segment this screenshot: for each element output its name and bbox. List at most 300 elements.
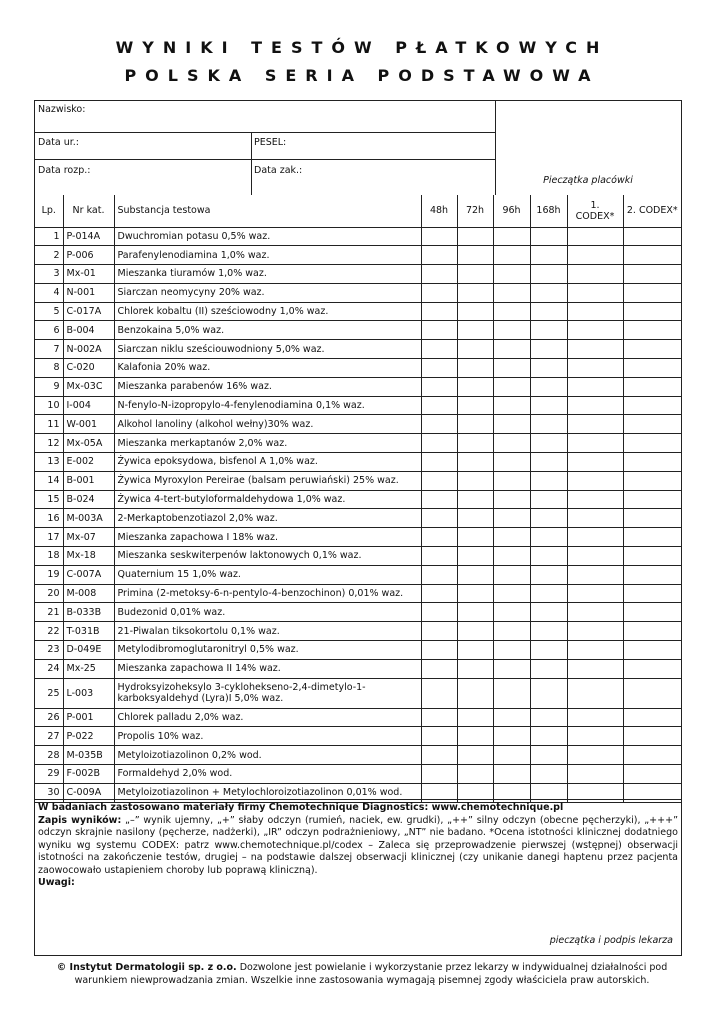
table-row — [35, 471, 681, 490]
result-72h-cell[interactable] — [457, 659, 493, 678]
result-96h-cell[interactable] — [493, 321, 530, 340]
result-72h-cell[interactable] — [457, 708, 493, 727]
result-168h-cell[interactable] — [530, 453, 567, 472]
row-number: 5 — [35, 302, 63, 321]
catalog-number: P-006 — [63, 246, 114, 265]
row-number: 10 — [35, 396, 63, 415]
result-72h-cell[interactable] — [457, 283, 493, 302]
row-number: 6 — [35, 321, 63, 340]
result-96h-cell[interactable] — [493, 727, 530, 746]
codex-2-cell[interactable] — [623, 528, 681, 547]
result-168h-cell[interactable] — [530, 746, 567, 765]
result-72h-cell[interactable] — [457, 302, 493, 321]
result-168h-cell[interactable] — [530, 765, 567, 784]
result-168h-cell[interactable] — [530, 727, 567, 746]
result-72h-cell[interactable] — [457, 547, 493, 566]
row-number: 14 — [35, 471, 63, 490]
catalog-number: P-001 — [63, 708, 114, 727]
row-number: 11 — [35, 415, 63, 434]
catalog-number: M-008 — [63, 584, 114, 603]
col-header-lp: Lp. — [35, 195, 63, 227]
result-96h-cell[interactable] — [493, 377, 530, 396]
catalog-number: E-002 — [63, 453, 114, 472]
result-48h-cell[interactable] — [421, 283, 457, 302]
catalog-number: B-033B — [63, 603, 114, 622]
codex-2-cell[interactable] — [623, 547, 681, 566]
table-row — [35, 321, 681, 340]
result-96h-cell[interactable] — [493, 359, 530, 378]
result-48h-cell[interactable] — [421, 471, 457, 490]
materials-note: W badaniach zastosowano materiały firmy Chemotechnique Diagnostics: www.chemotechnique.pl — [38, 802, 564, 813]
row-number: 30 — [35, 783, 63, 802]
catalog-number: D-049E — [63, 641, 114, 660]
result-72h-cell[interactable] — [457, 490, 493, 509]
result-96h-cell[interactable] — [493, 265, 530, 284]
catalog-number: I-004 — [63, 396, 114, 415]
substance-name: Budezonid 0,01% waz. — [114, 603, 421, 622]
substance-name: 2-Merkaptobenzotiazol 2,0% waz. — [114, 509, 421, 528]
result-72h-cell[interactable] — [457, 415, 493, 434]
result-48h-cell[interactable] — [421, 641, 457, 660]
result-168h-cell[interactable] — [530, 302, 567, 321]
substance-name: N-fenylo-N-izopropylo-4-fenylenodiamina 0,1% waz. — [114, 396, 421, 415]
codex-2-cell[interactable] — [623, 265, 681, 284]
result-48h-cell[interactable] — [421, 547, 457, 566]
result-72h-cell[interactable] — [457, 340, 493, 359]
row-number: 18 — [35, 547, 63, 566]
result-48h-cell[interactable] — [421, 490, 457, 509]
row-number: 12 — [35, 434, 63, 453]
result-96h-cell[interactable] — [493, 765, 530, 784]
result-168h-cell[interactable] — [530, 340, 567, 359]
table-row — [35, 396, 681, 415]
row-number: 13 — [35, 453, 63, 472]
result-72h-cell[interactable] — [457, 584, 493, 603]
result-168h-cell[interactable] — [530, 565, 567, 584]
codex-1-cell[interactable] — [567, 584, 623, 603]
catalog-number: N-001 — [63, 283, 114, 302]
codex-2-cell[interactable] — [623, 415, 681, 434]
codex-2-cell[interactable] — [623, 641, 681, 660]
result-168h-cell[interactable] — [530, 547, 567, 566]
notes-section — [35, 799, 681, 955]
table-row — [35, 727, 681, 746]
dob-field[interactable] — [35, 135, 251, 150]
row-number: 1 — [35, 227, 63, 246]
results-form — [34, 100, 682, 956]
patient-header — [35, 101, 681, 195]
substance-name: Primina (2-metoksy-6-n-pentylo-4-benzochinon) 0,01% waz. — [114, 584, 421, 603]
dob-label: Data ur.: — [38, 137, 79, 148]
result-72h-cell[interactable] — [457, 227, 493, 246]
end-date-field[interactable] — [251, 163, 495, 178]
codex-1-cell[interactable] — [567, 359, 623, 378]
result-72h-cell[interactable] — [457, 622, 493, 641]
pesel-label: PESEL: — [254, 137, 287, 148]
result-96h-cell[interactable] — [493, 490, 530, 509]
result-48h-cell[interactable] — [421, 708, 457, 727]
result-168h-cell[interactable] — [530, 434, 567, 453]
result-96h-cell[interactable] — [493, 434, 530, 453]
page-title: WYNIKI TESTÓW PŁATKOWYCH — [115, 38, 609, 57]
result-48h-cell[interactable] — [421, 434, 457, 453]
codex-1-cell[interactable] — [567, 641, 623, 660]
row-number: 16 — [35, 509, 63, 528]
codex-1-cell[interactable] — [567, 528, 623, 547]
result-168h-cell[interactable] — [530, 246, 567, 265]
facility-stamp-area — [495, 173, 681, 188]
catalog-number: P-022 — [63, 727, 114, 746]
table-row — [35, 246, 681, 265]
result-72h-cell[interactable] — [457, 565, 493, 584]
catalog-number: Mx-07 — [63, 528, 114, 547]
pesel-field[interactable] — [251, 135, 495, 150]
catalog-number: Mx-25 — [63, 659, 114, 678]
result-96h-cell[interactable] — [493, 283, 530, 302]
row-number: 8 — [35, 359, 63, 378]
surname-field[interactable] — [35, 102, 495, 117]
result-48h-cell[interactable] — [421, 415, 457, 434]
codex-2-cell[interactable] — [623, 509, 681, 528]
codex-1-cell[interactable] — [567, 302, 623, 321]
result-96h-cell[interactable] — [493, 708, 530, 727]
codex-2-cell[interactable] — [623, 584, 681, 603]
codex-1-cell[interactable] — [567, 283, 623, 302]
result-96h-cell[interactable] — [493, 340, 530, 359]
substance-name: Benzokaina 5,0% waz. — [114, 321, 421, 340]
result-96h-cell[interactable] — [493, 746, 530, 765]
codex-1-cell[interactable] — [567, 227, 623, 246]
codex-1-cell[interactable] — [567, 321, 623, 340]
codex-1-cell[interactable] — [567, 453, 623, 472]
substance-name: Chlorek palladu 2,0% waz. — [114, 708, 421, 727]
catalog-number: Mx-01 — [63, 265, 114, 284]
codex-2-cell[interactable] — [623, 678, 681, 708]
codex-1-cell[interactable] — [567, 415, 623, 434]
codex-1-cell[interactable] — [567, 434, 623, 453]
results-legend-text: „–” wynik ujemny, „+” słaby odczyn (rumień, naciek, ew. grudki), „++” silny odczyn (obecne pęcherzyki), „+++” odczyn skrajnie nasilony (pęcherze, nadżerki), „IR” odczyn podrażnieniowy, „NT” nie badano. *Ocena istotności klinicznej dodatniego wyniku wg systemu CODEX: patrz www.chemotechnique.pl/codex – Zaleca się przeprowadzenie pierwszej (wstępnej) obserwacji istotności na zakończenie testów, drugiej – na podstawie dalszej obserwacji klinicznej (czy unikanie danegi haptenu przez pacjenta zaowocowało ustapieniem choroby lub poprawą kliniczną). — [38, 814, 678, 876]
result-168h-cell[interactable] — [530, 415, 567, 434]
result-72h-cell[interactable] — [457, 434, 493, 453]
row-number: 2 — [35, 246, 63, 265]
result-48h-cell[interactable] — [421, 659, 457, 678]
codex-1-cell[interactable] — [567, 622, 623, 641]
result-96h-cell[interactable] — [493, 453, 530, 472]
result-96h-cell[interactable] — [493, 246, 530, 265]
substance-name: Siarczan neomycyny 20% waz. — [114, 283, 421, 302]
result-96h-cell[interactable] — [493, 641, 530, 660]
result-72h-cell[interactable] — [457, 321, 493, 340]
result-168h-cell[interactable] — [530, 283, 567, 302]
row-number: 9 — [35, 377, 63, 396]
codex-2-cell[interactable] — [623, 471, 681, 490]
catalog-number: Mx-18 — [63, 547, 114, 566]
codex-2-cell[interactable] — [623, 377, 681, 396]
codex-1-cell[interactable] — [567, 265, 623, 284]
page-subtitle: POLSKA SERIA PODSTAWOWA — [124, 66, 600, 85]
result-96h-cell[interactable] — [493, 565, 530, 584]
result-168h-cell[interactable] — [530, 396, 567, 415]
codex-2-cell[interactable] — [623, 302, 681, 321]
result-168h-cell[interactable] — [530, 265, 567, 284]
substance-name: Żywica epoksydowa, bisfenol A 1,0% waz. — [114, 453, 421, 472]
result-168h-cell[interactable] — [530, 321, 567, 340]
codex-1-cell[interactable] — [567, 246, 623, 265]
catalog-number: W-001 — [63, 415, 114, 434]
col-header-codex1: 1. CODEX* — [567, 195, 623, 227]
codex-1-cell[interactable] — [567, 490, 623, 509]
result-72h-cell[interactable] — [457, 528, 493, 547]
codex-1-cell[interactable] — [567, 396, 623, 415]
table-row — [35, 765, 681, 784]
result-72h-cell[interactable] — [457, 746, 493, 765]
codex-1-cell[interactable] — [567, 678, 623, 708]
result-48h-cell[interactable] — [421, 746, 457, 765]
table-row — [35, 377, 681, 396]
row-number: 23 — [35, 641, 63, 660]
row-number: 4 — [35, 283, 63, 302]
table-row — [35, 659, 681, 678]
substance-name: 21-Piwalan tiksokortolu 0,1% waz. — [114, 622, 421, 641]
row-number: 3 — [35, 265, 63, 284]
substance-name: Mieszanka merkaptanów 2,0% waz. — [114, 434, 421, 453]
row-number: 15 — [35, 490, 63, 509]
result-168h-cell[interactable] — [530, 377, 567, 396]
col-header-72h: 72h — [457, 195, 493, 227]
result-96h-cell[interactable] — [493, 302, 530, 321]
codex-2-cell[interactable] — [623, 396, 681, 415]
substance-name: Chlorek kobaltu (II) sześciowodny 1,0% waz. — [114, 302, 421, 321]
codex-1-cell[interactable] — [567, 708, 623, 727]
substance-name: Metylodibromoglutaronitryl 0,5% waz. — [114, 641, 421, 660]
result-168h-cell[interactable] — [530, 622, 567, 641]
codex-1-cell[interactable] — [567, 547, 623, 566]
codex-2-cell[interactable] — [623, 565, 681, 584]
codex-2-cell[interactable] — [623, 490, 681, 509]
end-date-label: Data zak.: — [254, 165, 303, 176]
result-168h-cell[interactable] — [530, 509, 567, 528]
catalog-number: F-002B — [63, 765, 114, 784]
row-number: 20 — [35, 584, 63, 603]
result-96h-cell[interactable] — [493, 659, 530, 678]
remarks-label: Uwagi: — [38, 877, 75, 888]
codex-1-cell[interactable] — [567, 765, 623, 784]
codex-1-cell[interactable] — [567, 603, 623, 622]
doctor-stamp-label: pieczątka i podpis lekarza — [549, 934, 673, 946]
result-48h-cell[interactable] — [421, 265, 457, 284]
codex-2-cell[interactable] — [623, 659, 681, 678]
result-96h-cell[interactable] — [493, 528, 530, 547]
result-48h-cell[interactable] — [421, 302, 457, 321]
copyright-owner: © Instytut Dermatologii sp. z o.o. — [56, 962, 237, 973]
result-96h-cell[interactable] — [493, 471, 530, 490]
catalog-number: C-009A — [63, 783, 114, 802]
result-48h-cell[interactable] — [421, 453, 457, 472]
table-header-row — [35, 195, 681, 227]
codex-2-cell[interactable] — [623, 765, 681, 784]
codex-2-cell[interactable] — [623, 727, 681, 746]
substance-name: Kalafonia 20% waz. — [114, 359, 421, 378]
catalog-number: C-017A — [63, 302, 114, 321]
table-row — [35, 547, 681, 566]
codex-2-cell[interactable] — [623, 227, 681, 246]
result-48h-cell[interactable] — [421, 340, 457, 359]
substance-name: Mieszanka zapachowa II 14% waz. — [114, 659, 421, 678]
result-48h-cell[interactable] — [421, 678, 457, 708]
result-48h-cell[interactable] — [421, 246, 457, 265]
catalog-number: Mx-03C — [63, 377, 114, 396]
result-96h-cell[interactable] — [493, 603, 530, 622]
result-96h-cell[interactable] — [493, 396, 530, 415]
result-48h-cell[interactable] — [421, 509, 457, 528]
table-row — [35, 302, 681, 321]
result-72h-cell[interactable] — [457, 509, 493, 528]
result-72h-cell[interactable] — [457, 265, 493, 284]
substance-name: Mieszanka parabenów 16% waz. — [114, 377, 421, 396]
catalog-number: T-031B — [63, 622, 114, 641]
result-168h-cell[interactable] — [530, 678, 567, 708]
result-96h-cell[interactable] — [493, 227, 530, 246]
table-row — [35, 622, 681, 641]
result-72h-cell[interactable] — [457, 396, 493, 415]
codex-1-cell[interactable] — [567, 377, 623, 396]
catalog-number: M-003A — [63, 509, 114, 528]
result-168h-cell[interactable] — [530, 603, 567, 622]
col-header-codex2: 2. CODEX* — [623, 195, 681, 227]
table-row — [35, 453, 681, 472]
codex-1-cell[interactable] — [567, 509, 623, 528]
codex-2-cell[interactable] — [623, 359, 681, 378]
result-72h-cell[interactable] — [457, 641, 493, 660]
catalog-number: B-004 — [63, 321, 114, 340]
results-table — [35, 195, 681, 803]
result-72h-cell[interactable] — [457, 453, 493, 472]
codex-2-cell[interactable] — [623, 283, 681, 302]
codex-2-cell[interactable] — [623, 321, 681, 340]
result-168h-cell[interactable] — [530, 708, 567, 727]
catalog-number: P-014A — [63, 227, 114, 246]
result-48h-cell[interactable] — [421, 622, 457, 641]
result-72h-cell[interactable] — [457, 471, 493, 490]
row-number: 28 — [35, 746, 63, 765]
copyright-text: Dozwolone jest powielanie i wykorzystanie przez lekarzy w indywidualnej działalności pod warunkiem niewprowadzania zmian. Wszelkie inne zastosowania wymagają pisemnej zgody właściciela praw autorskich. — [74, 962, 668, 986]
result-48h-cell[interactable] — [421, 584, 457, 603]
result-96h-cell[interactable] — [493, 415, 530, 434]
catalog-number: C-007A — [63, 565, 114, 584]
remarks-field[interactable] — [38, 877, 678, 890]
results-legend — [38, 815, 678, 878]
row-number: 7 — [35, 340, 63, 359]
row-number: 25 — [35, 678, 63, 708]
codex-2-cell[interactable] — [623, 434, 681, 453]
result-48h-cell[interactable] — [421, 565, 457, 584]
table-row — [35, 678, 681, 708]
row-number: 26 — [35, 708, 63, 727]
result-96h-cell[interactable] — [493, 678, 530, 708]
result-48h-cell[interactable] — [421, 377, 457, 396]
result-48h-cell[interactable] — [421, 528, 457, 547]
row-number: 29 — [35, 765, 63, 784]
codex-1-cell[interactable] — [567, 727, 623, 746]
result-96h-cell[interactable] — [493, 622, 530, 641]
result-168h-cell[interactable] — [530, 471, 567, 490]
result-48h-cell[interactable] — [421, 227, 457, 246]
substance-name: Metyloizotiazolinon 0,2% wod. — [114, 746, 421, 765]
table-row — [35, 509, 681, 528]
result-96h-cell[interactable] — [493, 547, 530, 566]
result-96h-cell[interactable] — [493, 509, 530, 528]
result-72h-cell[interactable] — [457, 377, 493, 396]
substance-name: Dwuchromian potasu 0,5% waz. — [114, 227, 421, 246]
result-72h-cell[interactable] — [457, 765, 493, 784]
codex-2-cell[interactable] — [623, 246, 681, 265]
result-72h-cell[interactable] — [457, 603, 493, 622]
substance-name: Mieszanka zapachowa I 18% waz. — [114, 528, 421, 547]
result-96h-cell[interactable] — [493, 584, 530, 603]
result-168h-cell[interactable] — [530, 227, 567, 246]
result-48h-cell[interactable] — [421, 727, 457, 746]
result-48h-cell[interactable] — [421, 765, 457, 784]
result-72h-cell[interactable] — [457, 678, 493, 708]
result-72h-cell[interactable] — [457, 727, 493, 746]
result-168h-cell[interactable] — [530, 584, 567, 603]
result-168h-cell[interactable] — [530, 359, 567, 378]
codex-1-cell[interactable] — [567, 659, 623, 678]
catalog-number: N-002A — [63, 340, 114, 359]
start-date-label: Data rozp.: — [38, 165, 91, 176]
table-row — [35, 603, 681, 622]
col-header-substance: Substancja testowa — [114, 195, 421, 227]
substance-name: Żywica Myroxylon Pereirae (balsam peruwiański) 25% waz. — [114, 471, 421, 490]
copyright-footer — [40, 961, 684, 987]
table-row — [35, 434, 681, 453]
codex-1-cell[interactable] — [567, 746, 623, 765]
result-48h-cell[interactable] — [421, 359, 457, 378]
result-48h-cell[interactable] — [421, 321, 457, 340]
table-row — [35, 708, 681, 727]
substance-name: Mieszanka seskwiterpenów laktonowych 0,1% waz. — [114, 547, 421, 566]
start-date-field[interactable] — [35, 163, 251, 178]
result-168h-cell[interactable] — [530, 528, 567, 547]
codex-2-cell[interactable] — [623, 622, 681, 641]
table-row — [35, 641, 681, 660]
result-72h-cell[interactable] — [457, 246, 493, 265]
codex-1-cell[interactable] — [567, 565, 623, 584]
results-legend-label: Zapis wyników: — [38, 814, 122, 826]
result-72h-cell[interactable] — [457, 359, 493, 378]
result-48h-cell[interactable] — [421, 396, 457, 415]
codex-2-cell[interactable] — [623, 603, 681, 622]
codex-2-cell[interactable] — [623, 453, 681, 472]
result-168h-cell[interactable] — [530, 641, 567, 660]
codex-2-cell[interactable] — [623, 340, 681, 359]
codex-1-cell[interactable] — [567, 340, 623, 359]
col-header-catalog: Nr kat. — [63, 195, 114, 227]
codex-2-cell[interactable] — [623, 708, 681, 727]
substance-name: Quaternium 15 1,0% waz. — [114, 565, 421, 584]
codex-2-cell[interactable] — [623, 746, 681, 765]
row-number: 21 — [35, 603, 63, 622]
row-number: 19 — [35, 565, 63, 584]
result-168h-cell[interactable] — [530, 659, 567, 678]
result-168h-cell[interactable] — [530, 490, 567, 509]
table-row — [35, 746, 681, 765]
result-48h-cell[interactable] — [421, 603, 457, 622]
table-row — [35, 265, 681, 284]
substance-name: Propolis 10% waz. — [114, 727, 421, 746]
substance-name: Parafenylenodiamina 1,0% waz. — [114, 246, 421, 265]
codex-1-cell[interactable] — [567, 471, 623, 490]
